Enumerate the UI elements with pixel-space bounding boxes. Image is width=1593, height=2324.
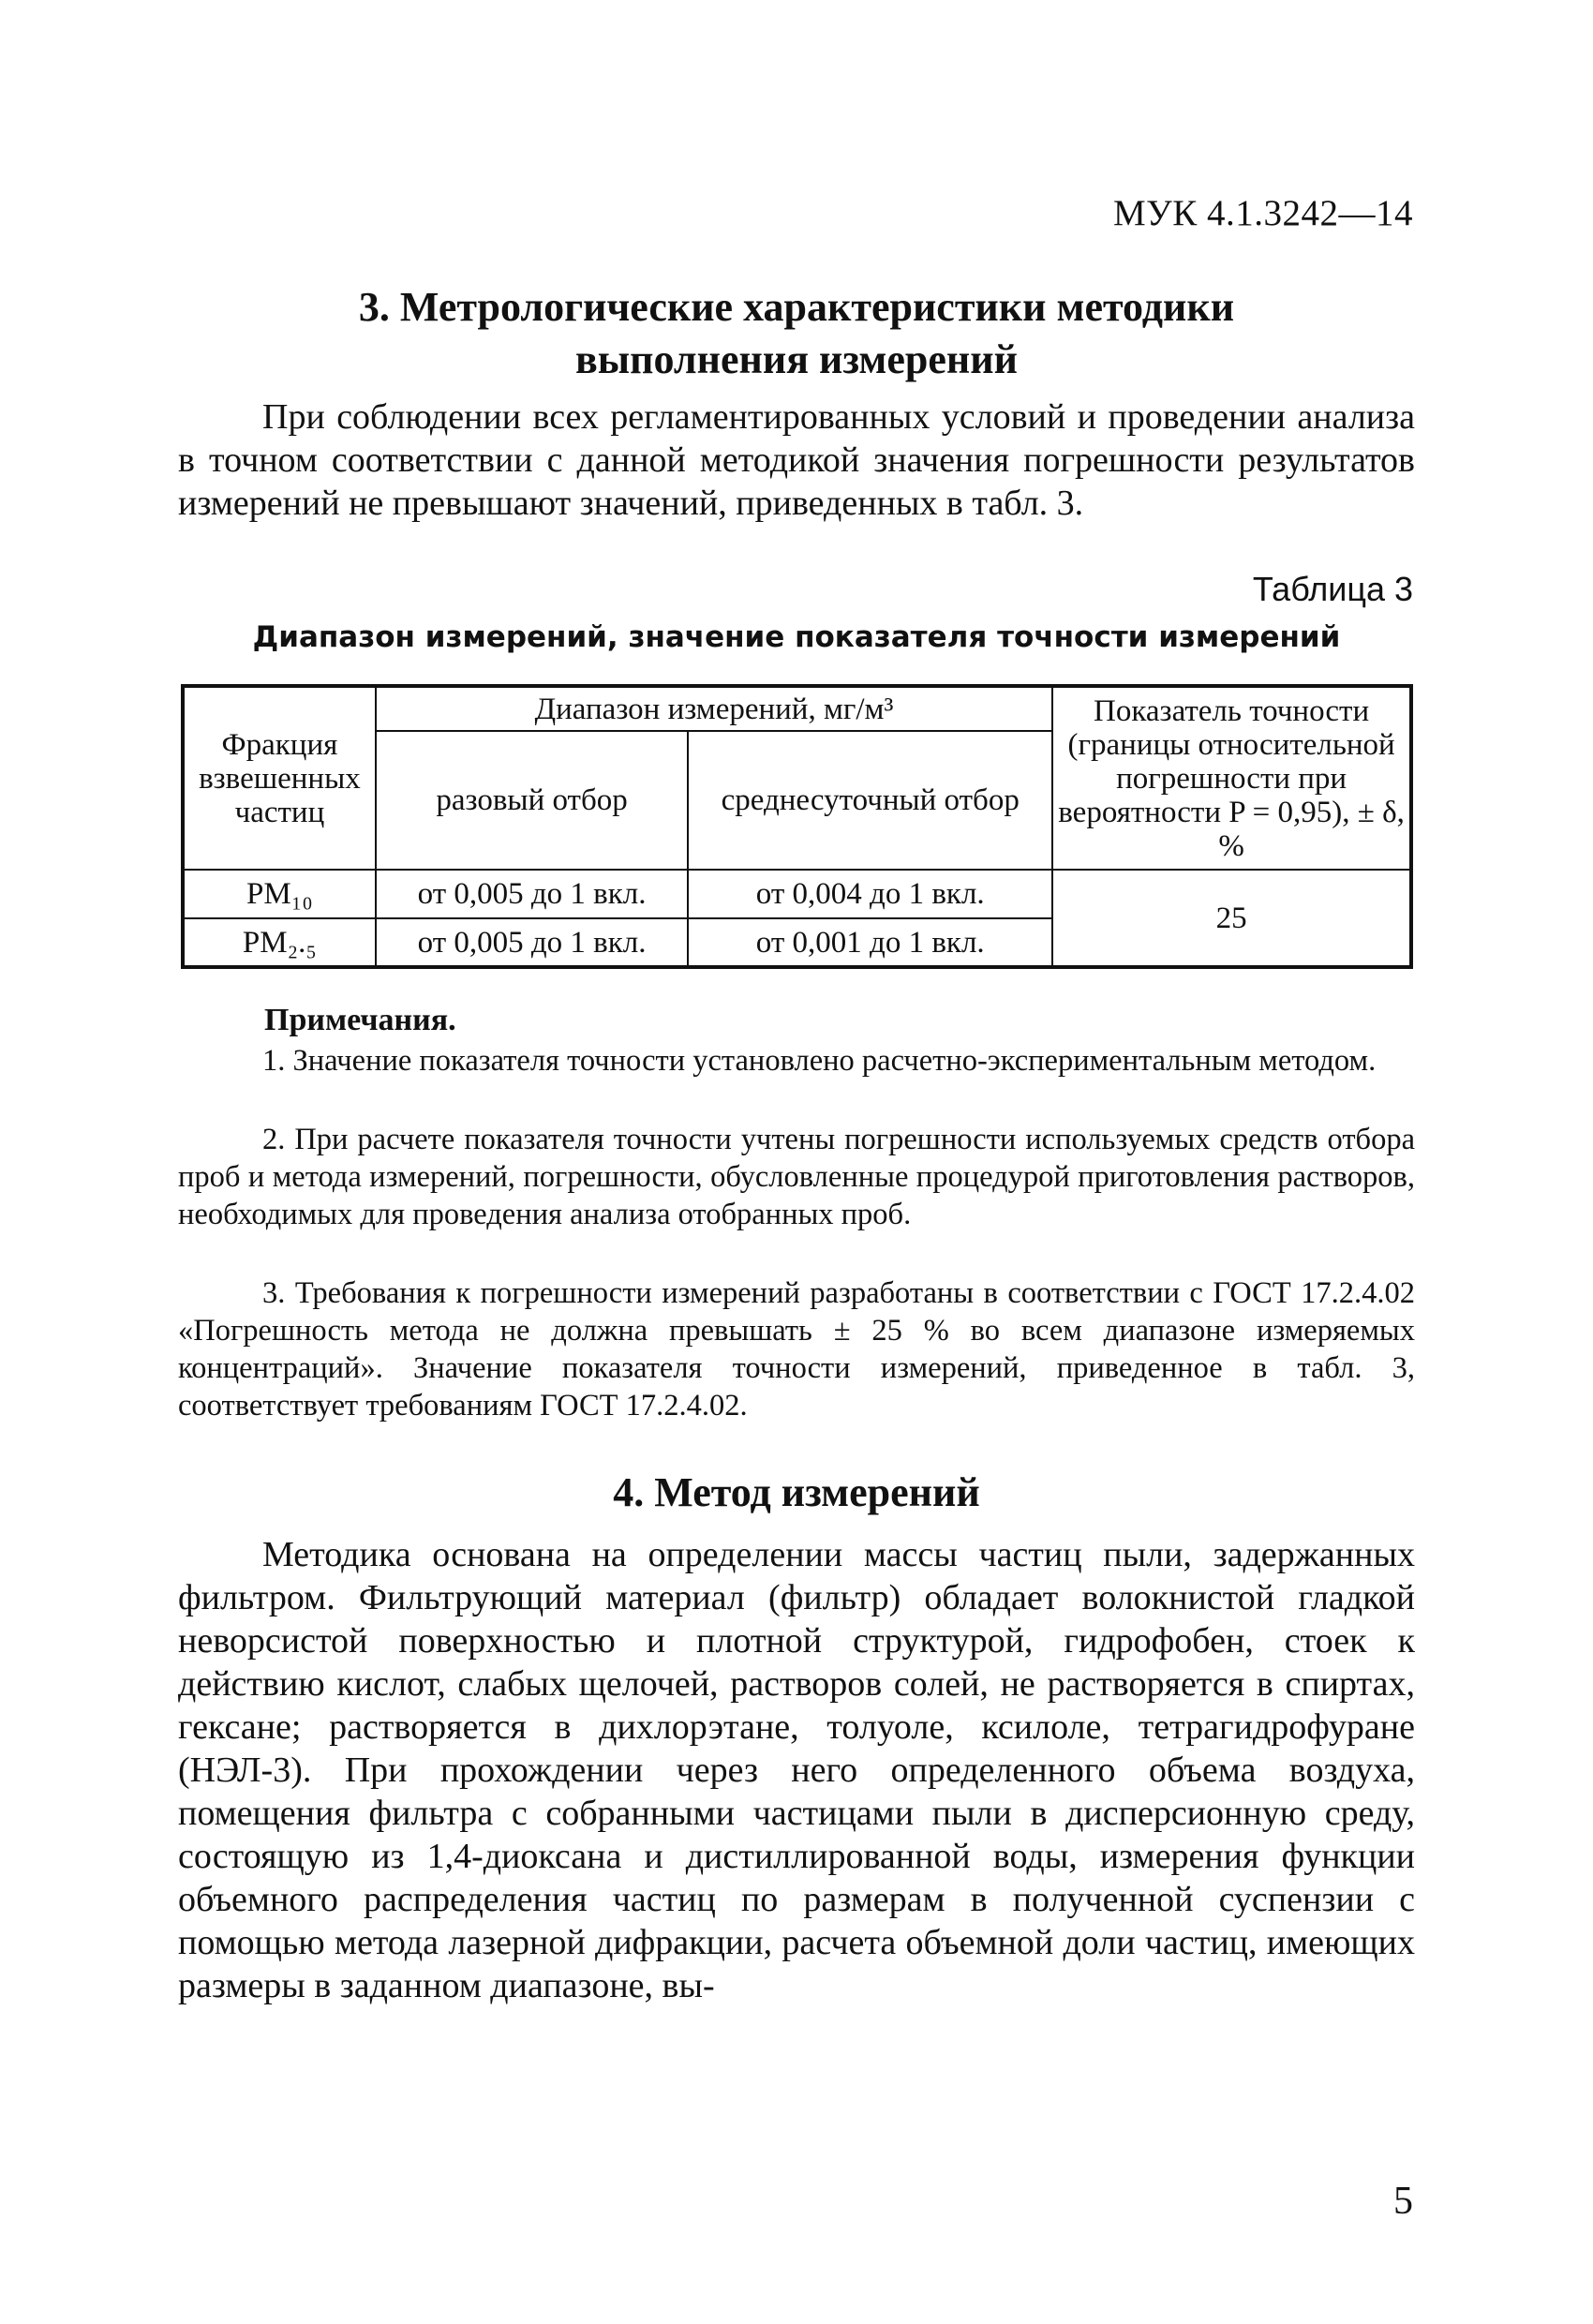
- header-single-sampling: разовый отбор: [376, 731, 688, 870]
- section-3-title-line2: выполнения измерений: [575, 336, 1018, 382]
- section-3-paragraph: [178, 395, 1415, 525]
- section-3-title-line1: 3. Метрологические характеристики методики: [358, 284, 1235, 330]
- page-number: 5: [1393, 2180, 1413, 2223]
- cell-single: от 0,005 до 1 вкл.: [376, 870, 688, 918]
- notes-title: Примечания.: [264, 1003, 456, 1037]
- section-3-title: [178, 281, 1415, 386]
- cell-fraction: PM₂.₅: [183, 918, 376, 967]
- cell-single: от 0,005 до 1 вкл.: [376, 918, 688, 967]
- table-number: Таблица 3: [1252, 570, 1413, 608]
- note-text: 3. Требования к погрешности измерений разработаны в соответствии с ГОСТ 17.2.4.02 «Погрешность метода не должна превышать ± 25 % во всем диапазоне измеряемых концентраций». Значение показателя точности измерений, приведенное в табл. 3, соответствует требованиям ГОСТ 17.2.4.02.: [178, 1276, 1415, 1423]
- header-accuracy: Показатель точности (границы относительной погрешности при вероятности P = 0,95), ± δ, %: [1052, 686, 1411, 870]
- section-3-paragraph-text: При соблюдении всех регламентированных условий и проведении анализа в точном соответствии с данной методикой значения погрешности результатов измерений не превышают значений, приведенных в табл. 3.: [178, 397, 1415, 523]
- header-fraction: Фракция взвешенных частиц: [183, 686, 376, 870]
- header-daily-sampling: среднесуточный отбор: [688, 731, 1052, 870]
- section-4-title: 4. Метод измерений: [613, 1469, 980, 1515]
- note-text: 1. Значение показателя точности установлено расчетно-экспериментальным методом.: [262, 1044, 1377, 1078]
- table-3: [181, 684, 1413, 969]
- cell-daily: от 0,004 до 1 вкл.: [688, 870, 1052, 918]
- cell-fraction: PM₁₀: [183, 870, 376, 918]
- section-4-paragraph: [178, 1533, 1415, 2007]
- table-row: [183, 870, 1411, 918]
- note-item: [178, 1121, 1415, 1233]
- note-item: [178, 1042, 1415, 1080]
- cell-daily: от 0,001 до 1 вкл.: [688, 918, 1052, 967]
- document-code: МУК 4.1.3242—14: [1112, 193, 1413, 233]
- header-range-group: Диапазон измерений, мг/м³: [376, 686, 1052, 731]
- table-title: Диапазон измерений, значение показателя точности измерений: [252, 620, 1341, 654]
- note-item: [178, 1274, 1415, 1424]
- cell-accuracy-value: 25: [1052, 870, 1411, 967]
- section-4-paragraph-text: Методика основана на определении массы частиц пыли, задержанных фильтром. Фильтрующий материал (фильтр) обладает волокнистой гладкой неворсистой поверхностью и плотной структурой, гидрофобен, стоек к действию кислот, слабых щелочей, растворов солей, не растворяется в спиртах, гексане; растворяется в дихлорэтане, толуоле, ксилоле, тетрагидрофуране (НЭЛ-3). При прохождении через него определенного объема воздуха, помещения фильтра с собранными частицами пыли в дисперсионную среду, состоящую из 1,4-диоксана и дистиллированной воды, измерения функции объемного распределения частиц по размерам в полученной суспензии с помощью метода лазерной дифракции, расчета объемной доли частиц, имеющих размеры в заданном диапазоне, вы-: [178, 1535, 1415, 2005]
- note-text: 2. При расчете показателя точности учтены погрешности используемых средств отбора проб и метода измерений, погрешности, обусловленные процедурой приготовления растворов, необходимых для проведения анализа отобранных проб.: [178, 1123, 1415, 1231]
